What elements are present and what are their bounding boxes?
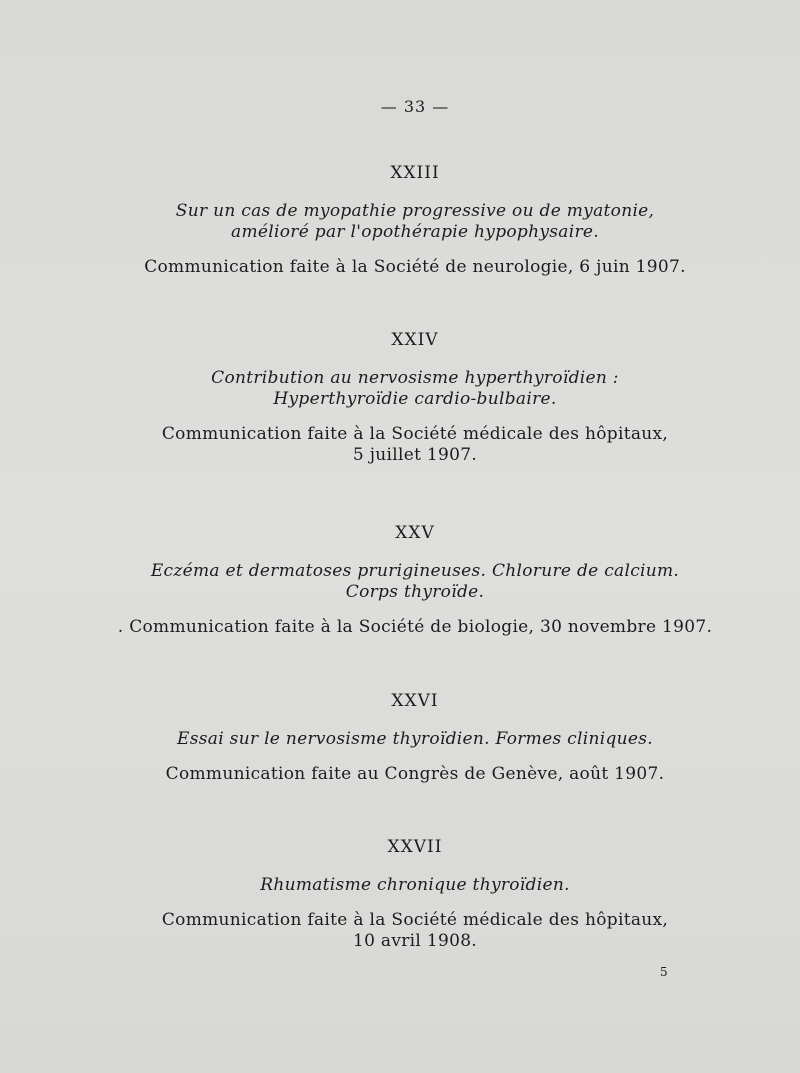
entry-title-line: Essai sur le nervosisme thyroïdien. Formes cliniques. [177, 729, 653, 749]
entry-title-line: Rhumatisme chronique thyroïdien. [260, 875, 570, 895]
entry-communication [0, 257, 800, 278]
entry-communication [0, 617, 800, 638]
entry-communication-line: . Communication faite à la Société de biologie, 30 novembre 1907. [117, 617, 713, 637]
entry-numeral: XXIV [391, 330, 439, 350]
publication-entry [0, 837, 800, 952]
entry-title-line: Hyperthyroïdie cardio-bulbaire. [273, 389, 557, 409]
entry-communication-line: 5 juillet 1907. [352, 445, 478, 465]
entry-title-line: amélioré par l'opothérapie hypophysaire. [231, 222, 599, 242]
entry-numeral: XXV [395, 523, 435, 543]
entry-communication-line: Communication faite à la Société médicale des hôpitaux, [161, 910, 669, 930]
entry-communication-line: Communication faite à la Société médicale des hôpitaux, [161, 424, 669, 444]
publication-entry [0, 691, 800, 785]
entry-communication-line: Communication faite au Congrès de Genève, août 1907. [165, 764, 665, 784]
entry-title [0, 729, 800, 750]
entry-communication [0, 424, 800, 466]
entry-communication-line: 10 avril 1908. [352, 931, 478, 951]
entry-numeral: XXIII [390, 163, 440, 183]
page-number: — 33 — [380, 97, 450, 116]
publication-entry [0, 330, 800, 466]
sheet-signature-mark: 5 [660, 965, 668, 979]
entry-title [0, 561, 800, 603]
entry-communication [0, 764, 800, 785]
publication-entry [0, 163, 800, 278]
entry-title [0, 875, 800, 896]
publication-entry [0, 523, 800, 638]
entry-communication-line: Communication faite à la Société de neurologie, 6 juin 1907. [144, 257, 686, 277]
entry-numeral: XXVII [387, 837, 443, 857]
entry-title-line: Contribution au nervosisme hyperthyroïdien : [211, 368, 619, 388]
entry-title [0, 201, 800, 243]
entry-title-line: Sur un cas de myopathie progressive ou de myatonie, [175, 201, 655, 221]
entry-numeral: XXVI [391, 691, 439, 711]
entry-communication [0, 910, 800, 952]
entry-title-line: Corps thyroïde. [345, 582, 485, 602]
entry-title-line: Eczéma et dermatoses prurigineuses. Chlorure de calcium. [150, 561, 680, 581]
entry-title [0, 368, 800, 410]
